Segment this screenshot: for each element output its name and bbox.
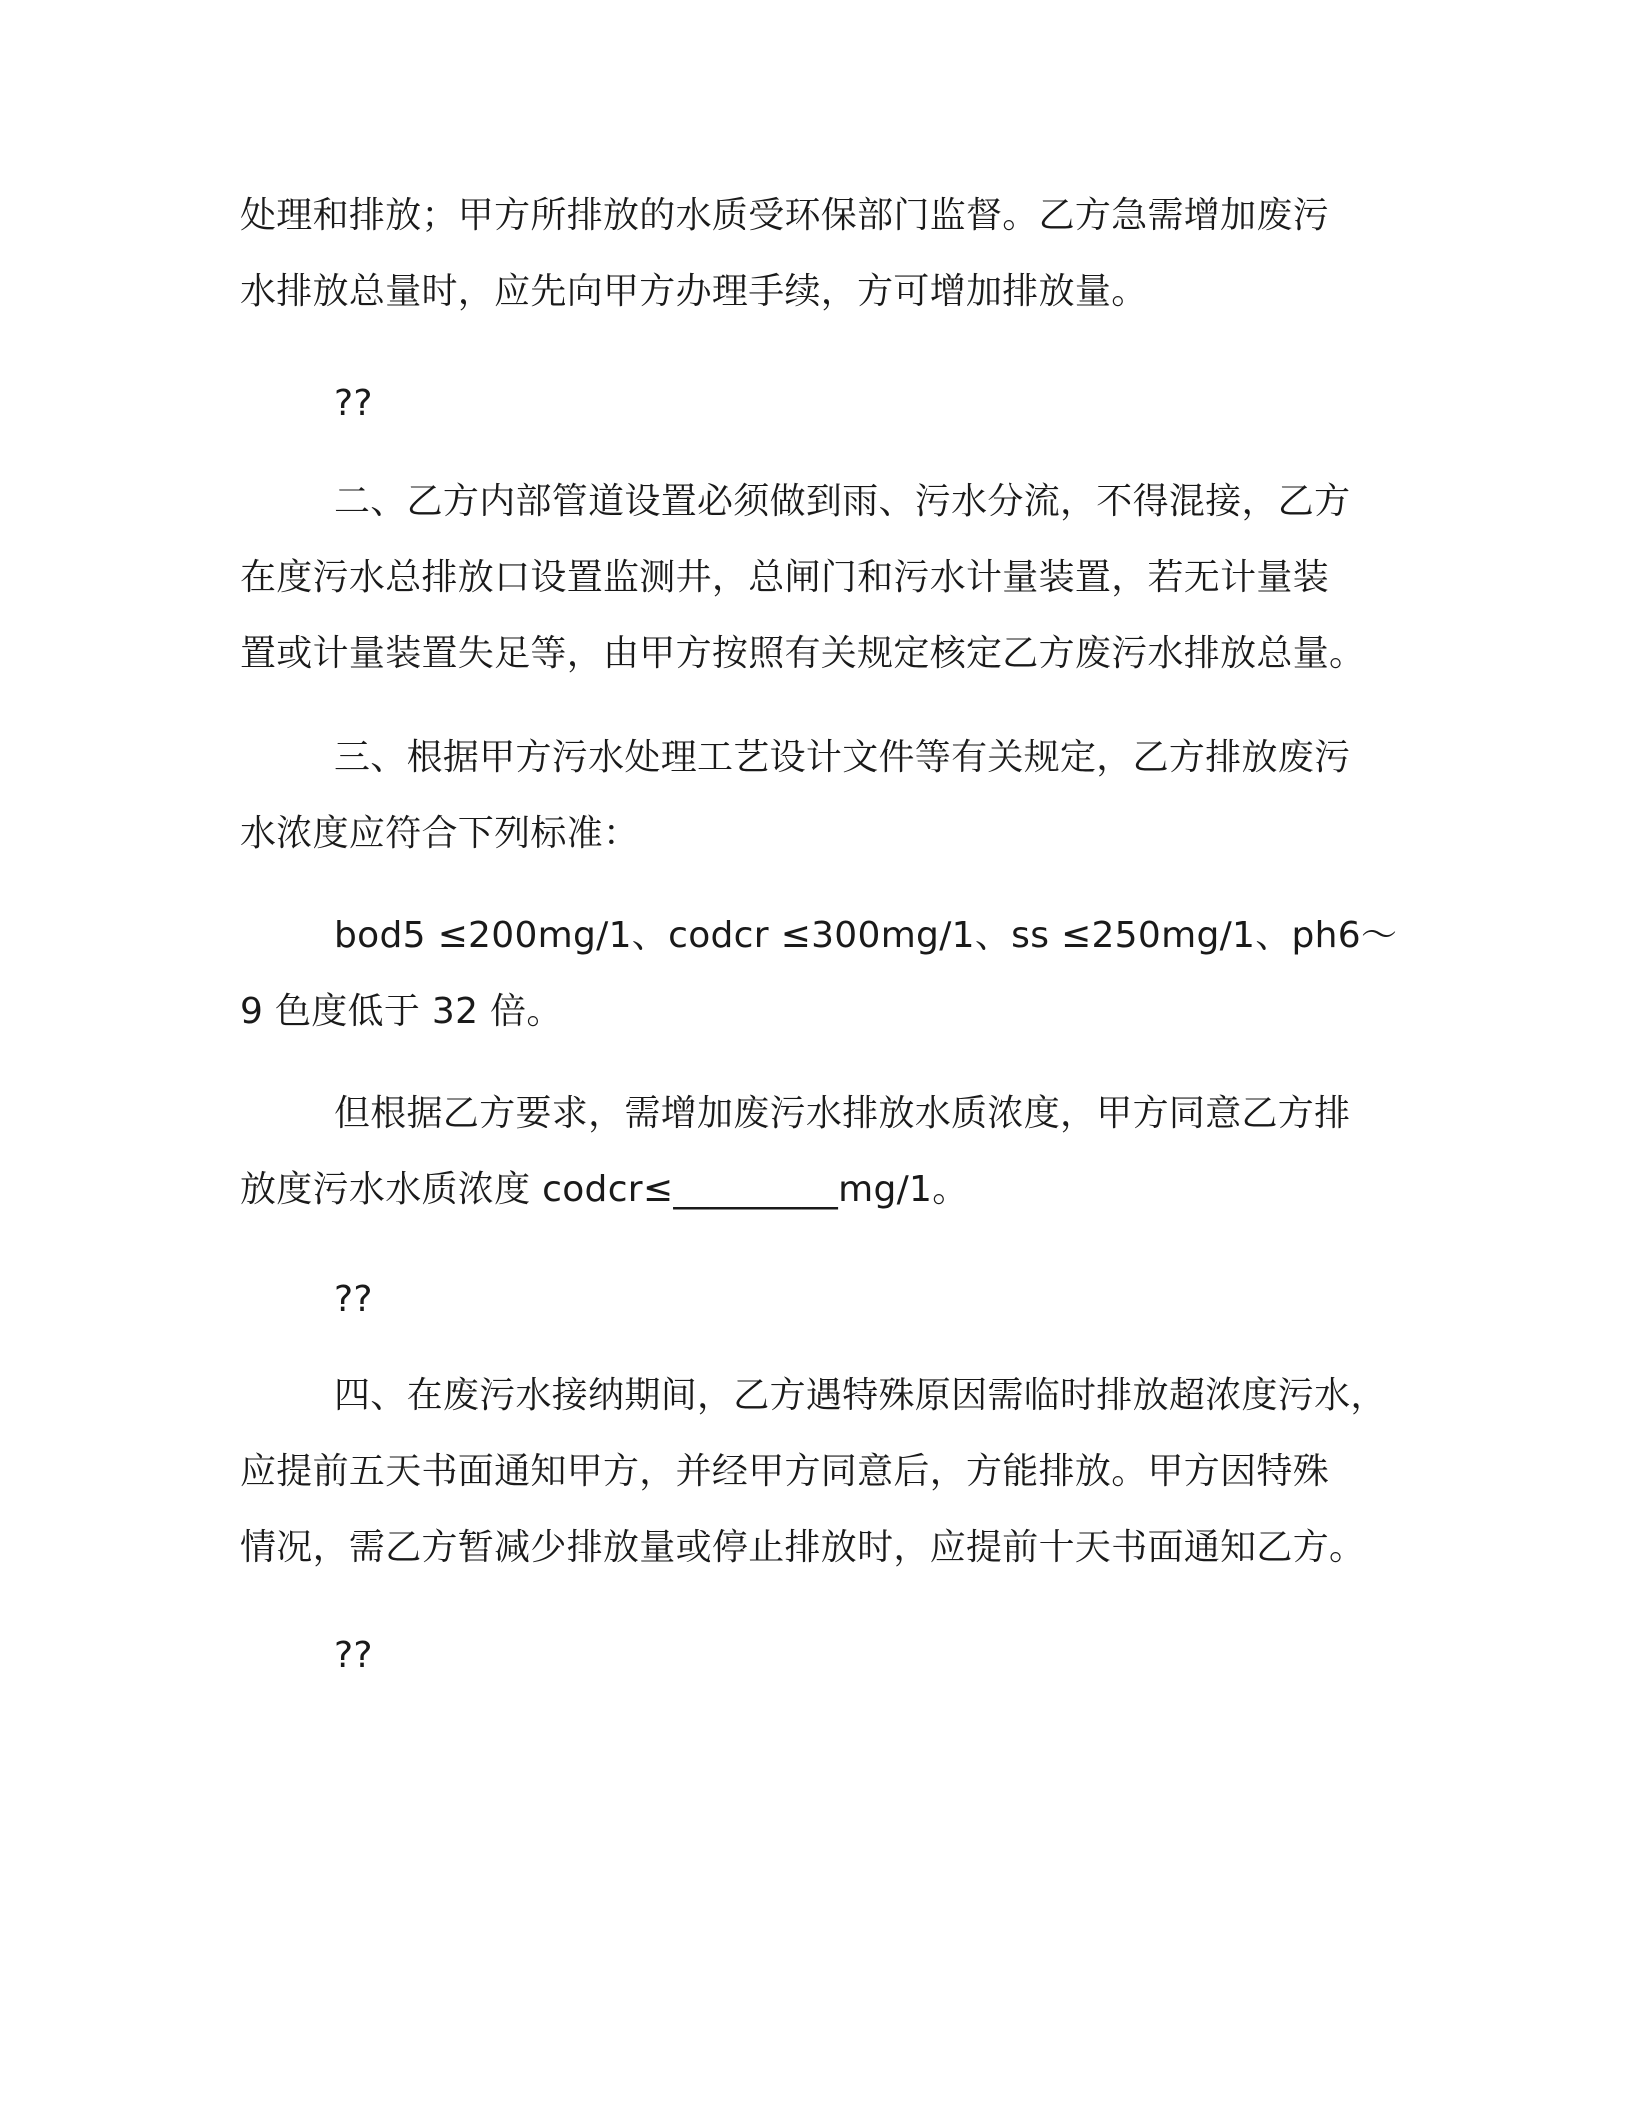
- text-line: 置或计量装置失足等，由甲方按照有关规定核定乙方废污水排放总量。: [240, 633, 1366, 674]
- placeholder-marks: ??: [334, 1635, 373, 1676]
- clause-four-heading-line: 四、在废污水接纳期间，乙方遇特殊原因需临时排放超浓度污水，: [334, 1375, 1387, 1416]
- codcr-fill-blank-line: 放度污水水质浓度 codcr≤_________mg/1。: [240, 1169, 969, 1210]
- placeholder-marks: ??: [334, 383, 373, 424]
- clause-three-heading-line: 三、根据甲方污水处理工艺设计文件等有关规定，乙方排放废污: [334, 737, 1351, 778]
- text-line: 水浓度应符合下列标准：: [240, 813, 640, 854]
- text-line: 9 色度低于 32 倍。: [240, 991, 563, 1032]
- text-line: 应提前五天书面通知甲方，并经甲方同意后，方能排放。甲方因特殊: [240, 1451, 1330, 1492]
- clause-two-heading-line: 二、乙方内部管道设置必须做到雨、污水分流，不得混接，乙方: [334, 481, 1351, 522]
- text-line: 水排放总量时，应先向甲方办理手续，方可增加排放量。: [240, 271, 1148, 312]
- text-line: 处理和排放；甲方所排放的水质受环保部门监督。乙方急需增加废污: [240, 195, 1330, 236]
- text-line: 在度污水总排放口设置监测井，总闸门和污水计量装置，若无计量装: [240, 557, 1330, 598]
- standards-line: bod5 ≤200mg/1、codcr ≤300mg/1、ss ≤250mg/1、ph6～: [334, 915, 1398, 956]
- placeholder-marks: ??: [334, 1279, 373, 1320]
- text-line: 情况，需乙方暂减少排放量或停止排放时，应提前十天书面通知乙方。: [240, 1527, 1366, 1568]
- text-line: 但根据乙方要求，需增加废污水排放水质浓度，甲方同意乙方排: [334, 1093, 1351, 1134]
